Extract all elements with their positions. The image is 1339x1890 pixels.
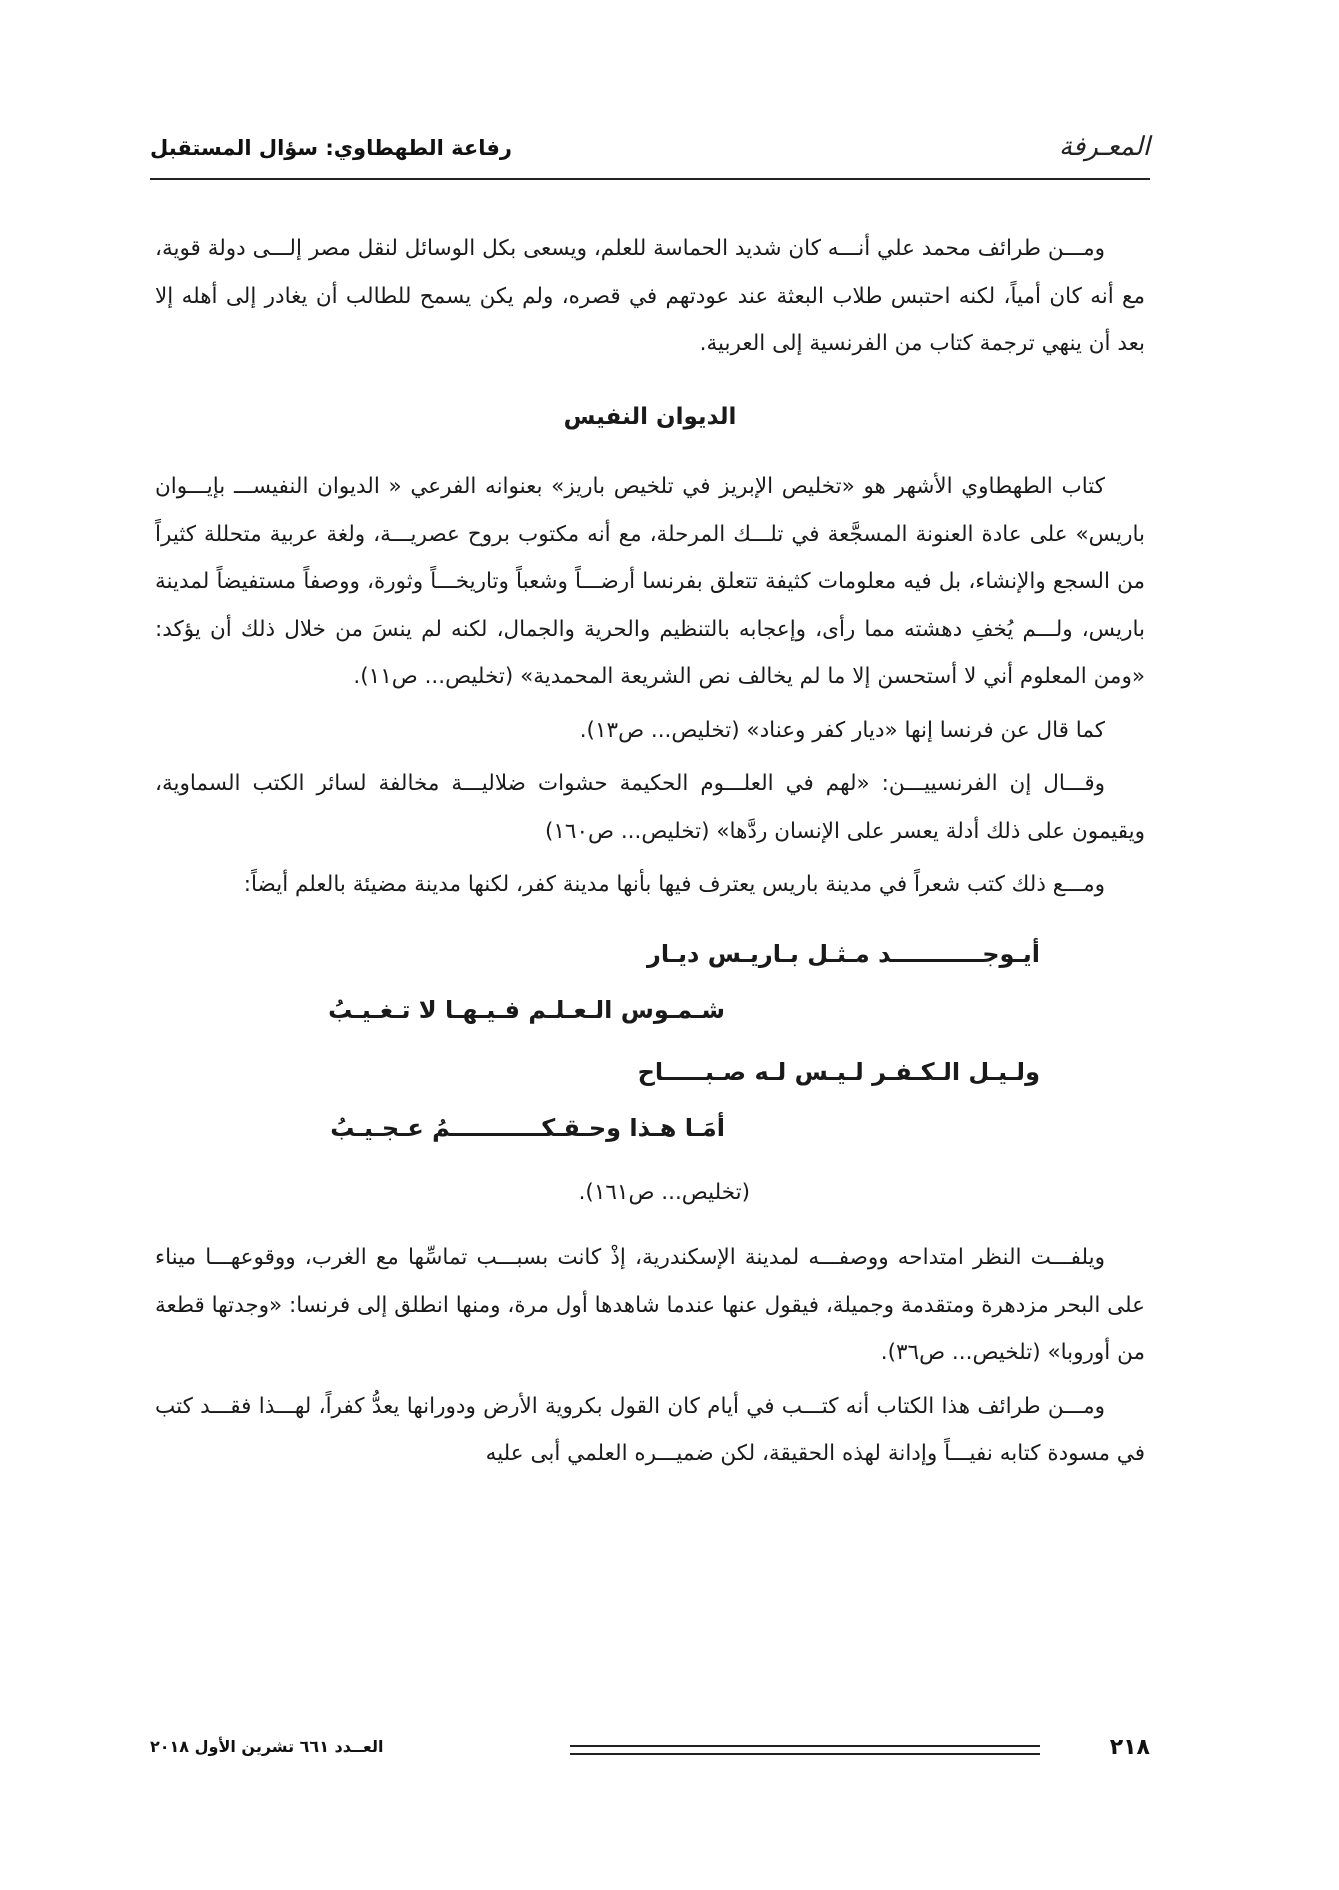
page-number: ٢١٨	[1109, 1735, 1150, 1760]
poem-verse: أيـوجـــــــــــد مـثـل بـاريـس ديـار	[647, 939, 1040, 968]
footer-divider	[570, 1745, 1040, 1755]
issue-info: العــدد ٦٦١ تشرين الأول ٢٠١٨	[150, 1737, 384, 1756]
paragraph-takhlis-book: كتاب الطهطاوي الأشهر هو «تخليص الإبريز في تلخيص باريز» بعنوانه الفرعي « الديوان النفيســـ بإيـــوان باريس» على عادة العنونة المسجَّعة في تلـــك المرحلة، مع أنه مكتوب بروح عصريـــة، ولغة عربية متحللة كثيراً من السجع والإنشاء، بل فيه معلومات كثيفة تتعلق بفرنسا أرضـــاً وشعباً وتاريخـــاً وثورة، ووصفاً مستفيضاً لمدينة باريس، ولـــم يُخفِ دهشته مما رأى، وإعجابه بالتنظيم والحرية والجمال، لكنه لم ينسَ من خلال ذلك أن يؤكد: «ومن المعلوم أني لا أستحسن إلا ما لم يخالف نص الشريعة المحمدية» (تخليص... ص١١).	[155, 474, 1145, 689]
poem-verse: أمَـا هـذا وحـقـكـــــــــــمُ عـجـيـبُ	[330, 1113, 725, 1142]
poem-verse: شـمـوس الـعـلـم فـيـهـا لا تـغـيـبُ	[328, 995, 725, 1024]
poem-verse: ولـيـل الـكـفـر لـيـس لـه صـبـــــاح	[637, 1057, 1040, 1086]
paragraph-alexandria: ويلفـــت النظر امتداحه ووصفـــه لمدينة الإسكندرية، إذْ كانت بسبـــب تماسِّها مع الغرب، ووقوعهـــا ميناء على البحر مزدهرة ومتقدمة وجميلة، فيقول عنها عندما شاهدها أول مرة، ومنها انطلق إلى فرنسا: «وجدتها قطعة من أوروبا» (تلخيص... ص٣٦).	[154, 1245, 1145, 1365]
magazine-logo: المعـرفة	[1058, 132, 1150, 162]
page-footer	[150, 1735, 1150, 1765]
poem-citation: (تخليص... ص١٦١).	[578, 1179, 750, 1205]
header-divider	[150, 178, 1150, 180]
section-heading: الديوان النفيس	[563, 403, 737, 430]
paragraph-paris-poem-intro: ومـــع ذلك كتب شعراً في مدينة باريس يعترف فيها بأنها مدينة كفر، لكنها مدينة مضيئة بالعلم أيضاً:	[243, 872, 1105, 897]
running-title: رفاعة الطهطاوي: سؤال المستقبل	[150, 136, 512, 160]
article-body	[155, 225, 1145, 1478]
paragraph-muhammad-ali: ومـــن طرائف محمد علي أنـــه كان شديد الحماسة للعلم، ويسعى بكل الوسائل لنقل مصر إلـــى دولة قوية، مع أنه كان أمياً، لكنه احتبس طلاب البعثة عند عودتهم في قصره، ولم يكن يسمح للطالب أن يغادر إلى أهله إلا بعد أن ينهي ترجمة كتاب من الفرنسية إلى العربية.	[155, 236, 1145, 356]
paragraph-france-quote: كما قال عن فرنسا إنها «ديار كفر وعناد» (تخليص... ص١٣).	[579, 717, 1105, 743]
poem	[155, 931, 1145, 1161]
page-header	[150, 132, 1150, 172]
paragraph-earth-sphericity: ومـــن طرائف هذا الكتاب أنه كتـــب في أيام كان القول بكروية الأرض ودورانها يعدُّ كفراً، لهـــذا فقـــد كتب في مسودة كتابه نفيـــاً وإدانة لهذه الحقيقة، لكن ضميـــره العلمي أبى عليه	[155, 1393, 1145, 1466]
paragraph-french-sciences: وقـــال إن الفرنسييـــن: «لهم في العلـــوم الحكيمة حشوات ضلاليـــة مخالفة لسائر الكتب السماوية، ويقيمون على ذلك أدلة يعسر على الإنسان ردَّها» (تخليص... ص١٦٠)	[155, 771, 1145, 844]
